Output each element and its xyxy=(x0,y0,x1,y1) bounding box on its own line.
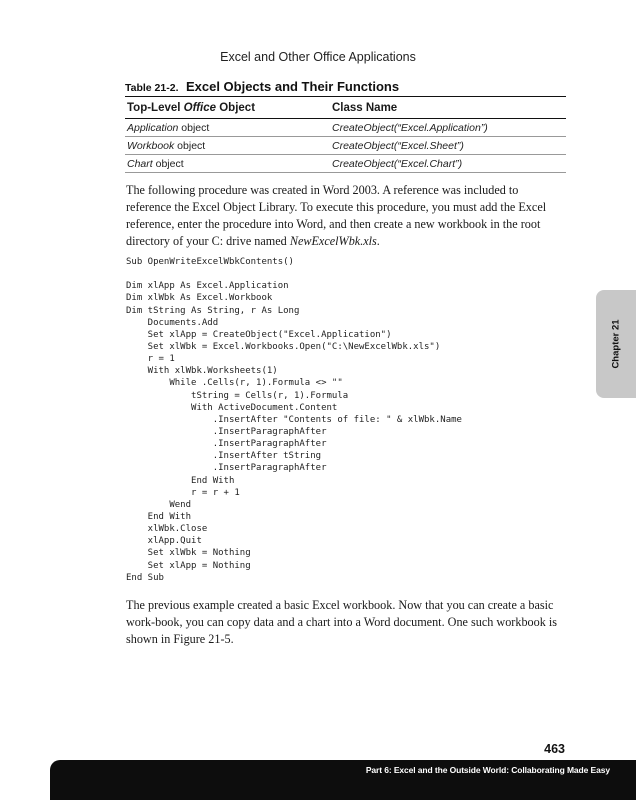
code-line: Set xlApp = CreateObject("Excel.Application") xyxy=(126,329,392,340)
table-row xyxy=(125,137,566,155)
code-line: End With xyxy=(126,475,235,486)
intro-paragraph xyxy=(126,182,566,250)
row-object-suffix: object xyxy=(152,157,184,170)
row-object-name: Application xyxy=(127,121,179,134)
code-line: Dim tString As String, r As Long xyxy=(126,305,300,316)
header-col1-post: Object xyxy=(216,101,256,114)
chapter-tab xyxy=(596,290,636,398)
code-line: Set xlWbk = Excel.Workbooks.Open("C:\NewExcelWbk.xls") xyxy=(126,341,441,352)
code-line: Wend xyxy=(126,499,192,510)
table-caption xyxy=(125,78,570,96)
intro-end: . xyxy=(376,234,380,248)
row-object-suffix: object xyxy=(174,139,206,152)
row-class-name: CreateObject(“Excel.Chart”) xyxy=(332,157,463,170)
chapter-tab-label: Chapter 21 xyxy=(610,319,622,369)
code-listing xyxy=(126,256,566,584)
table-number: Table 21-2. xyxy=(125,82,179,94)
row-class-name: CreateObject(“Excel.Sheet”) xyxy=(332,139,464,152)
code-line: .InsertParagraphAfter xyxy=(126,439,327,450)
closing-paragraph: The previous example created a basic Excel workbook. Now that you can create a basic work-book, you can copy data and a chart into a Word document. One such workbook is shown in Figure 21-5. xyxy=(126,598,558,646)
header-col1-pre: Top-Level xyxy=(127,101,184,114)
row-class-name: CreateObject(“Excel.Application”) xyxy=(332,121,488,134)
footer-text: Part 6: Excel and the Outside World: Collaborating Made Easy xyxy=(365,765,610,775)
code-line: Documents.Add xyxy=(126,317,219,328)
code-line: .InsertParagraphAfter xyxy=(126,426,327,437)
code-line: .InsertParagraphAfter xyxy=(126,463,327,474)
table-title: Excel Objects and Their Functions xyxy=(185,79,400,94)
code-line: .InsertAfter "Contents of file: " & xlWbk.Name xyxy=(126,414,462,425)
footer-bar xyxy=(50,760,636,800)
table-header-row xyxy=(125,97,566,119)
header-class-name: Class Name xyxy=(332,101,398,114)
code-line: While .Cells(r, 1).Formula <> "" xyxy=(126,378,343,389)
code-line: Set xlApp = Nothing xyxy=(126,560,251,571)
code-line: r = r + 1 xyxy=(126,487,240,498)
row-object-cell xyxy=(125,140,332,152)
intro-filename: NewExcelWbk.xls xyxy=(289,234,377,248)
objects-table xyxy=(125,96,566,173)
row-object-name: Workbook xyxy=(127,139,175,152)
code-line: xlWbk.Close xyxy=(126,524,208,535)
code-line: End With xyxy=(126,511,192,522)
table-row xyxy=(125,119,566,137)
intro-text: The following procedure was created in Word 2003. A reference was included to reference the Excel Object Library. To execute this procedure, you must add the Excel reference, enter the procedure into Word, and then create a new workbook in the root directory of your C: drive named xyxy=(126,183,547,248)
code-line: With ActiveDocument.Content xyxy=(126,402,338,413)
row-object-cell xyxy=(125,122,332,134)
row-object-cell xyxy=(125,158,332,170)
code-line: r = 1 xyxy=(126,354,175,365)
code-line: Dim xlApp As Excel.Application xyxy=(126,281,289,292)
header-col1-italic: Office xyxy=(183,101,217,114)
row-object-name: Chart xyxy=(127,157,153,170)
code-line: End Sub xyxy=(126,572,164,583)
code-line xyxy=(126,268,566,280)
table-row xyxy=(125,155,566,173)
code-line: With xlWbk.Worksheets(1) xyxy=(126,366,278,377)
page-number: 463 xyxy=(544,742,565,756)
code-line: tString = Cells(r, 1).Formula xyxy=(126,390,349,401)
code-line: Sub OpenWriteExcelWbkContents() xyxy=(126,257,294,267)
code-line: .InsertAfter tString xyxy=(126,451,322,462)
code-line: xlApp.Quit xyxy=(126,536,202,547)
row-object-suffix: object xyxy=(178,121,210,134)
header-top-level-object xyxy=(125,102,332,114)
running-head: Excel and Other Office Applications xyxy=(220,50,416,64)
code-line: Set xlWbk = Nothing xyxy=(126,548,251,559)
code-line: Dim xlWbk As Excel.Workbook xyxy=(126,293,273,304)
